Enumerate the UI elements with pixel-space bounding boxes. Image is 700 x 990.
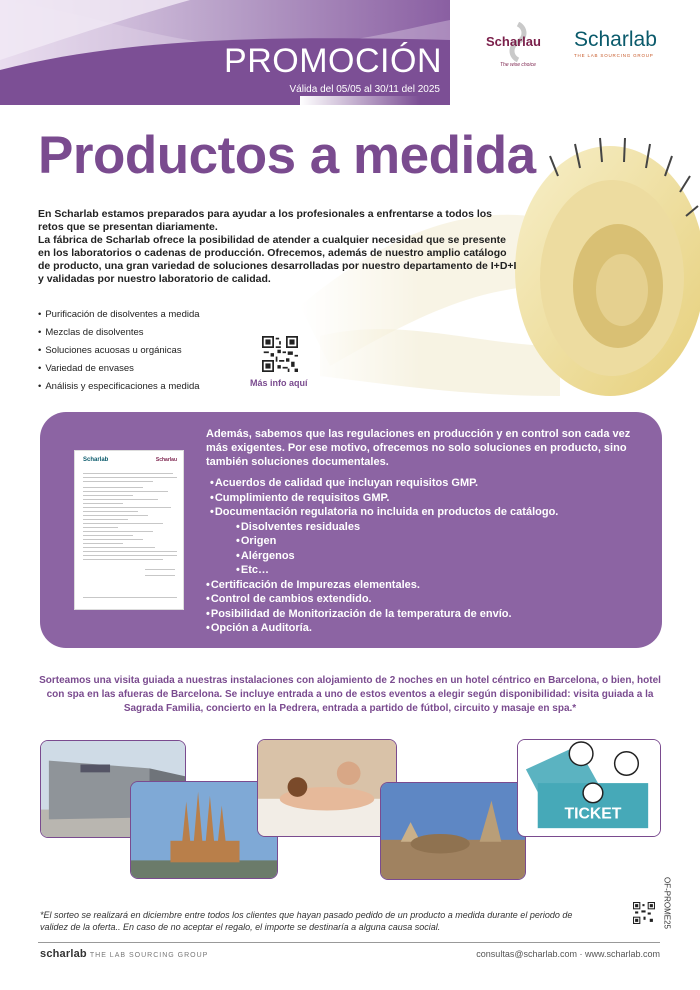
- list-item: • Documentación regulatoria no incluida en productos de catálogo.: [206, 505, 558, 520]
- photo-ticket: [517, 739, 661, 837]
- documentation-box: [40, 412, 662, 648]
- list-item: • Posibilidad de Monitorización de la temperatura de envío.: [206, 607, 558, 622]
- promo-banner: [0, 0, 450, 105]
- more-info-link[interactable]: Más info aquí: [250, 378, 308, 388]
- intro-paragraph-2: La fábrica de Scharlab ofrece la posibilidad de atender a cualquier necesidad que se presente en los laboratorios o cadenas de producción. Ofrecemos, además de nuestro amplio catálogo de producto, una gran variedad de soluciones desarrolladas por nuestro departamento de I+D+I y validadas por nuestro laboratorio de calidad.: [38, 234, 517, 285]
- photo-la-pedrera: [380, 782, 526, 880]
- scharlab-tagline: THE LAB SOURCING GROUP: [574, 53, 654, 58]
- list-item: • Mezclas de disolventes: [38, 324, 200, 342]
- list-item: • Soluciones acuosas u orgánicas: [38, 342, 200, 360]
- qr-code-icon[interactable]: [633, 902, 655, 924]
- product-list: [38, 306, 200, 396]
- scharlau-logo: [484, 22, 554, 72]
- scharlab-name: Scharlab: [574, 28, 657, 51]
- offer-code-text: OF-PROME25: [662, 876, 672, 930]
- scharlau-name: Scharlau: [486, 34, 541, 49]
- promo-validity: Válida del 05/05 al 30/11 del 2025: [289, 84, 440, 95]
- raffle-text: Sorteamos una visita guiada a nuestras instalaciones con alojamiento de 2 noches en un hotel céntrico en Barcelona, o bien, hotel con spa en las afueras de Barcelona. Se incluye entrada a uno de estos eventos a elegir según disponibilidad: visita guiada a la Sagrada Familia, concierto en la Pedrera, entrada a partido de fútbol, circuito y masaje en spa.*: [39, 675, 661, 714]
- scharlab-logo: [574, 28, 694, 68]
- intro-text: [38, 208, 518, 286]
- list-item: • Disolventes residuales: [206, 520, 558, 535]
- list-item: • Análisis y especificaciones a medida: [38, 378, 200, 396]
- documentation-intro: Además, sabemos que las regulaciones en producción y en control son cada vez más exigentes. Por ese motivo, ofrecemos no solo soluciones en producto, sino también soluciones documentales.: [206, 428, 631, 468]
- page-title: Productos a medida: [38, 126, 536, 185]
- list-item: • Opción a Auditoría.: [206, 621, 558, 636]
- list-item: • Alérgenos: [206, 549, 558, 564]
- footer-divider: [38, 942, 660, 943]
- list-item: • Etc…: [206, 563, 558, 578]
- footer-brand-name: scharlab: [40, 948, 87, 960]
- intro-paragraph-1: En Scharlab estamos preparados para ayudar a los profesionales a enfrentarse a todos los retos que se presentan diariamente.: [38, 208, 492, 233]
- footer-brand-tagline: THE LAB SOURCING GROUP: [89, 952, 209, 959]
- footer-contact[interactable]: consultas@scharlab.com · www.scharlab.com: [476, 949, 660, 959]
- qr-code-icon[interactable]: [262, 336, 298, 372]
- promo-title: PROMOCIÓN: [224, 42, 442, 80]
- list-item: • Purificación de disolventes a medida: [38, 306, 200, 324]
- offer-code: [660, 876, 674, 930]
- footer-brand: [40, 948, 208, 960]
- list-item: • Cumplimiento de requisitos GMP.: [206, 491, 558, 506]
- list-item: • Control de cambios extendido.: [206, 592, 558, 607]
- documentation-list: [206, 476, 558, 636]
- list-item: • Origen: [206, 534, 558, 549]
- ticket-text: TICKET: [564, 805, 622, 823]
- list-item: • Variedad de envases: [38, 360, 200, 378]
- document-thumbnail: Scharlab Scharlau: [74, 450, 184, 610]
- list-item: • Acuerdos de calidad que incluyan requisitos GMP.: [206, 476, 558, 491]
- scharlau-tagline: The wise choice: [500, 62, 536, 68]
- raffle-footnote: *El sorteo se realizará en diciembre entre todos los clientes que hayan pasado pedido de un producto a medida durante el periodo de validez de la oferta.. En caso de no aceptar el regalo, el importe se destinaría a alguna causa social.: [40, 910, 573, 932]
- photo-sagrada-familia: [130, 781, 278, 879]
- list-item: • Certificación de Impurezas elementales.: [206, 578, 558, 593]
- photo-spa-massage: [257, 739, 397, 837]
